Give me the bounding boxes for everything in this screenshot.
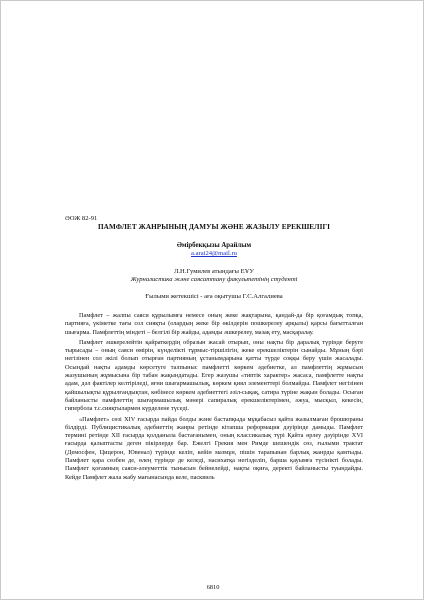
paragraph-3: «Памфлет» сөзі XIV ғасырда пайда болды және бастапқыда мұқабасыз қайта жазылмаған брошюраны білдірді. Публицистикалық әдебиеттің жанры ретінде кітапша реформация дәуірінде дамыды. Памфлет термині ретінде XII ғасырда қолданыла бастағанымен, оның классикалық түрі Қайта өрлеу дәуірінде XVI ғасырда қалыптасты деген пікірлерде бар. Ежелгі Грекия мен Римде шешендік сөз, ғылыми трактат (Демосфен, Цицерон, Ювенал) түрінде келіп, кейін мазмұн, пішін тарапынан барлық жанрды қамтыды. Памфлет қара сөзбен де, өлең түрінде де келеді, насихатқа негізделіп, барша қауымға түсінікті болады. Памфлет қоғамның саяси-әлеуметтік тынысын бейнелейді, нақты оқиға, деректі байланысты туындайды. Кейде Памфлет жала жабу мағынасында келе, пасквиль — [65, 415, 363, 481]
article-title: ПАМФЛЕТ ЖАНРЫНЫҢ ДАМУЫ ЖӘНЕ ЖАЗЫЛУ ЕРЕКШЕЛІГІ — [97, 223, 331, 231]
udc-code: ӘОЖ 82-91 — [65, 215, 98, 222]
author-email-link[interactable]: a.arai24@mail.ru — [191, 250, 237, 257]
supervisor-line: Ғылыми жетекшісі - аға оқытушы Г.С.Алгалиева — [145, 293, 283, 300]
page-number: 6810 — [206, 584, 220, 591]
author-name: Әмірбекқызы Арайлым — [176, 242, 252, 249]
affiliation-university: Л.Н.Гумилев атындағы ЕҰУ — [173, 268, 255, 275]
paragraph-2: Памфлет әшкерелейтін қайраткердің образын жасай отырып, оны нақты бір даралық түрінде беруге тырысады – оның саяси өмірін, күнделікті тұрмыс-тіршілігін, жеке ерекшеліктерін сынайды. Мұның бәрі негізінен сол әкілі болып отырған партияның ұстанымдарына қатты түрде соққы беру үшін жасалады. Осындай нақты адамды көрсетуге талпыныс памфлетті көркем әдебиетке, ал памфлеттің жұмысын жазушының жұмысына бір табан жақындатады. Егер жазушы «типтік характер» жасаса, памфлетте нақты адам, дәл фактілер келтіріледі, яғни шығармашылық, көркем қиял элементтері болмайды. Памфлет негізінен қайшылықты құрылғандықтан, көбінесе көркем әдебиеттегі әзіл-сықақ, сатира түріне жақын болады. Осыған байланысты памфлеттің шығармашылық мәнері сапиралық ерекшеліктерімен, әжуа, мысқыл, кекесін, гипербола т.с.сияқтылармен күрделене түседі. — [65, 338, 363, 413]
affiliation-faculty: Журналистика және саясаттану факультетінің студенті — [130, 276, 298, 283]
article-body — [65, 215, 363, 484]
paragraph-1: Памфлет – жалпы саяси құрылымға немесе оның жеке жақтарына, қандай-да бір қоғамдық топқа, партияға, үкіметке тағы сол сияқты (олардың жеке бір өкілдерін пошкерелеу арқылы) қарсы бағытталған шығарма. Памфлеттің міндеті – белгілі бір жайды, адамды әшкерелеу, мазақ ету, масқаралау. — [65, 312, 363, 336]
